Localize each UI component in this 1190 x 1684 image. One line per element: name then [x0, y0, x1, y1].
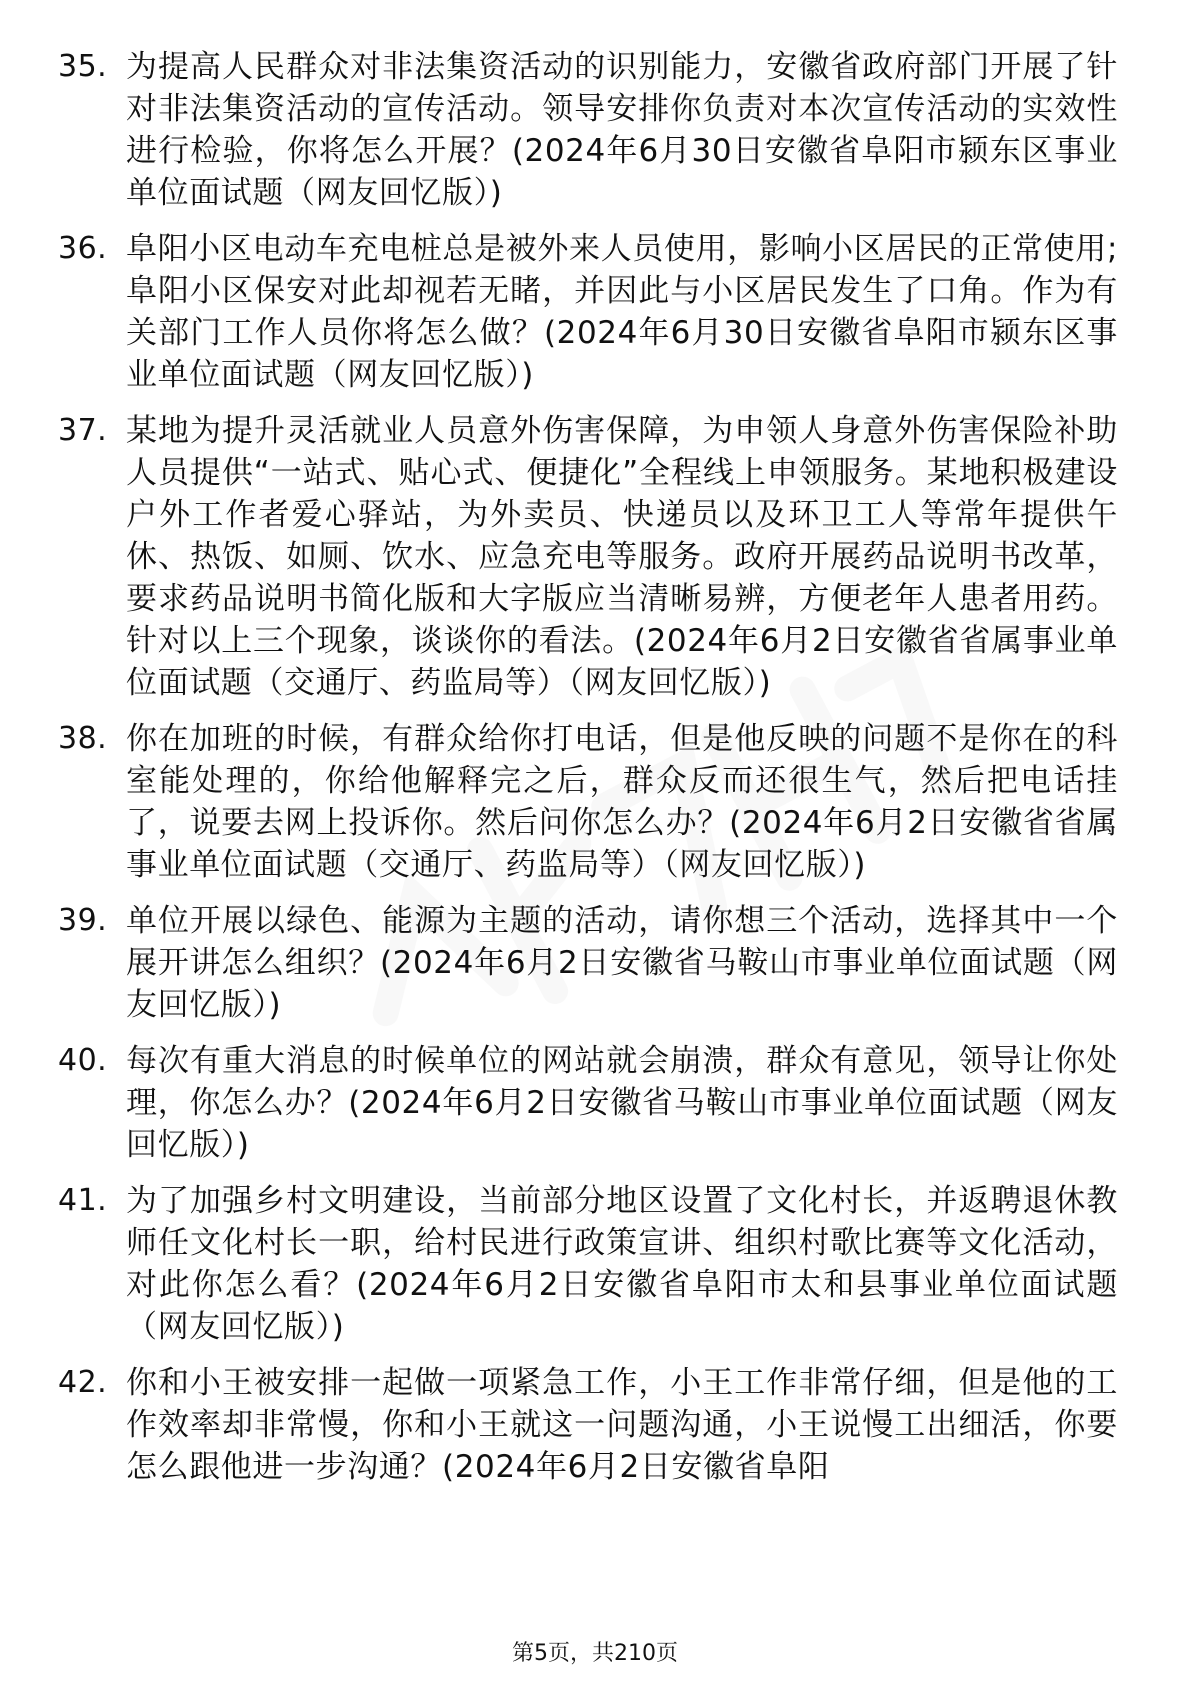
- question-number: 41.: [58, 1183, 108, 1218]
- question-item: [58, 1040, 1118, 1166]
- question-number: 36.: [58, 231, 108, 266]
- question-number: 40.: [58, 1043, 108, 1078]
- question-text: 单位开展以绿色、能源为主题的活动，请你想三个活动，选择其中一个展开讲怎么组织？(2024年6月2日安徽省马鞍山市事业单位面试题（网友回忆版）): [126, 903, 1118, 1023]
- question-list: [58, 46, 1118, 1502]
- question-number: 35.: [58, 49, 108, 84]
- question-item: [58, 228, 1118, 396]
- question-number: 37.: [58, 413, 108, 448]
- question-item: [58, 718, 1118, 886]
- question-text: 每次有重大消息的时候单位的网站就会崩溃，群众有意见，领导让你处理，你怎么办？(2024年6月2日安徽省马鞍山市事业单位面试题（网友回忆版）): [126, 1043, 1118, 1163]
- question-number: 39.: [58, 903, 108, 938]
- question-item: [58, 1180, 1118, 1348]
- question-text: 阜阳小区电动车充电桩总是被外来人员使用，影响小区居民的正常使用;阜阳小区保安对此却视若无睹，并因此与小区居民发生了口角。作为有关部门工作人员你将怎么做？(2024年6月30日安徽省阜阳市颍东区事业单位面试题（网友回忆版）): [126, 231, 1118, 393]
- question-item: [58, 1362, 1118, 1488]
- question-text: 为了加强乡村文明建设，当前部分地区设置了文化村长，并返聘退休教师任文化村长一职，给村民进行政策宣讲、组织村歌比赛等文化活动，对此你怎么看？(2024年6月2日安徽省阜阳市太和县事业单位面试题（网友回忆版）): [126, 1183, 1118, 1345]
- question-text: 为提高人民群众对非法集资活动的识别能力，安徽省政府部门开展了针对非法集资活动的宣传活动。领导安排你负责对本次宣传活动的实效性进行检验，你将怎么开展？(2024年6月30日安徽省阜阳市颍东区事业单位面试题（网友回忆版）): [126, 49, 1118, 211]
- question-text: 你和小王被安排一起做一项紧急工作，小王工作非常仔细，但是他的工作效率却非常慢，你和小王就这一问题沟通，小王说慢工出细活，你要怎么跟他进一步沟通？(2024年6月2日安徽省阜阳: [126, 1365, 1118, 1485]
- question-item: [58, 900, 1118, 1026]
- question-item: [58, 410, 1118, 704]
- question-text: 你在加班的时候，有群众给你打电话，但是他反映的问题不是你在的科室能处理的，你给他解释完之后，群众反而还很生气，然后把电话挂了，说要去网上投诉你。然后问你怎么办？(2024年6月2日安徽省省属事业单位面试题（交通厅、药监局等）（网友回忆版）): [126, 721, 1118, 883]
- question-text: 某地为提升灵活就业人员意外伤害保障，为申领人身意外伤害保险补助人员提供“一站式、贴心式、便捷化”全程线上申领服务。某地积极建设户外工作者爱心驿站，为外卖员、快递员以及环卫工人等常年提供午休、热饭、如厕、饮水、应急充电等服务。政府开展药品说明书改革，要求药品说明书简化版和大字版应当清晰易辨，方便老年人患者用药。针对以上三个现象，谈谈你的看法。(2024年6月2日安徽省省属事业单位面试题（交通厅、药监局等）（网友回忆版）): [126, 413, 1118, 701]
- page-footer: 第5页，共210页: [512, 1641, 678, 1666]
- question-item: [58, 46, 1118, 214]
- question-number: 42.: [58, 1365, 108, 1400]
- question-number: 38.: [58, 721, 108, 756]
